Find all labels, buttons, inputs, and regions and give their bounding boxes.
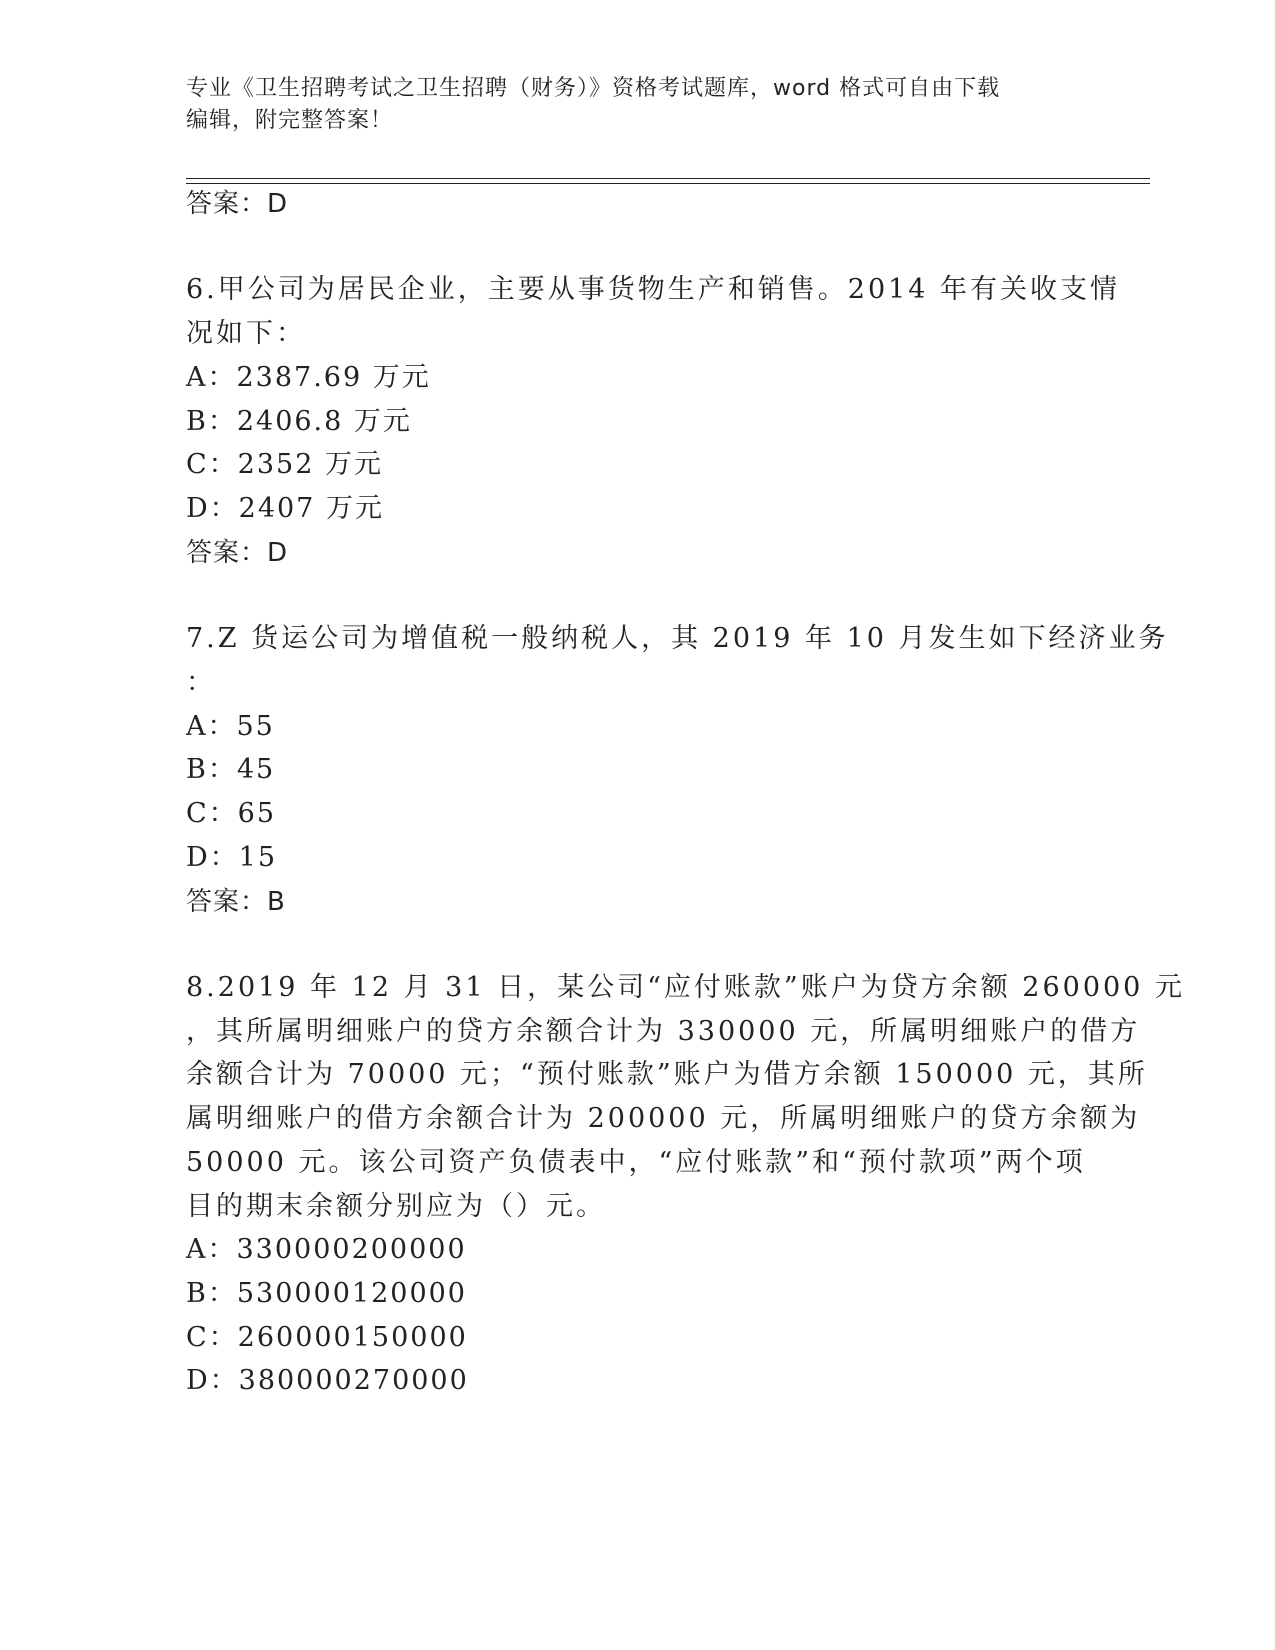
question-8-option-a: A：330000200000 — [186, 1234, 467, 1265]
question-7-line-2: ： — [186, 667, 216, 698]
question-7-option-c: C：65 — [186, 798, 277, 829]
header-divider-top — [186, 178, 1150, 179]
question-8-option-b: B：530000120000 — [186, 1278, 467, 1309]
question-7-option-b: B：45 — [186, 754, 276, 785]
question-7-option-d: D：15 — [186, 842, 278, 873]
question-8-option-d: D：380000270000 — [186, 1365, 469, 1396]
question-8-line-2: ，其所属明细账户的贷方余额合计为 330000 元，所属明细账户的借方 — [186, 1016, 1141, 1047]
header-line-2: 编辑，附完整答案！ — [186, 108, 394, 133]
question-8-line-4: 属明细账户的借方余额合计为 200000 元，所属明细账户的贷方余额为 — [186, 1103, 1141, 1134]
previous-answer: 答案：D — [186, 189, 289, 219]
question-8-line-5: 50000 元。该公司资产负债表中，“应付账款”和“预付款项”两个项 — [186, 1147, 1086, 1178]
question-6-line-1: 6.甲公司为居民企业，主要从事货物生产和销售。2014 年有关收支情 — [186, 274, 1121, 305]
header-divider-bottom — [186, 183, 1150, 184]
question-7-answer: 答案：B — [186, 887, 286, 917]
document-header — [186, 73, 1066, 137]
header-line-1: 专业《卫生招聘考试之卫生招聘（财务）》资格考试题库，word 格式可自由下载 — [186, 76, 1001, 101]
question-6-option-c: C：2352 万元 — [186, 449, 383, 480]
question-7-option-a: A：55 — [186, 711, 275, 742]
question-8-option-c: C：260000150000 — [186, 1322, 468, 1353]
question-6-option-b: B：2406.8 万元 — [186, 406, 412, 437]
question-6-answer: 答案：D — [186, 538, 289, 568]
question-7-line-1: 7.Z 货运公司为增值税一般纳税人，其 2019 年 10 月发生如下经济业务 — [186, 623, 1169, 654]
question-8-line-3: 余额合计为 70000 元；“预付账款”账户为借方余额 150000 元，其所 — [186, 1059, 1148, 1090]
question-6-line-2: 况如下： — [186, 318, 306, 349]
question-6-option-a: A：2387.69 万元 — [186, 362, 431, 393]
question-6-option-d: D：2407 万元 — [186, 493, 384, 524]
question-8-line-6: 目的期末余额分别应为（）元。 — [186, 1191, 606, 1222]
question-8-line-1: 8.2019 年 12 月 31 日，某公司“应付账款”账户为贷方余额 260000 元 — [186, 972, 1185, 1003]
